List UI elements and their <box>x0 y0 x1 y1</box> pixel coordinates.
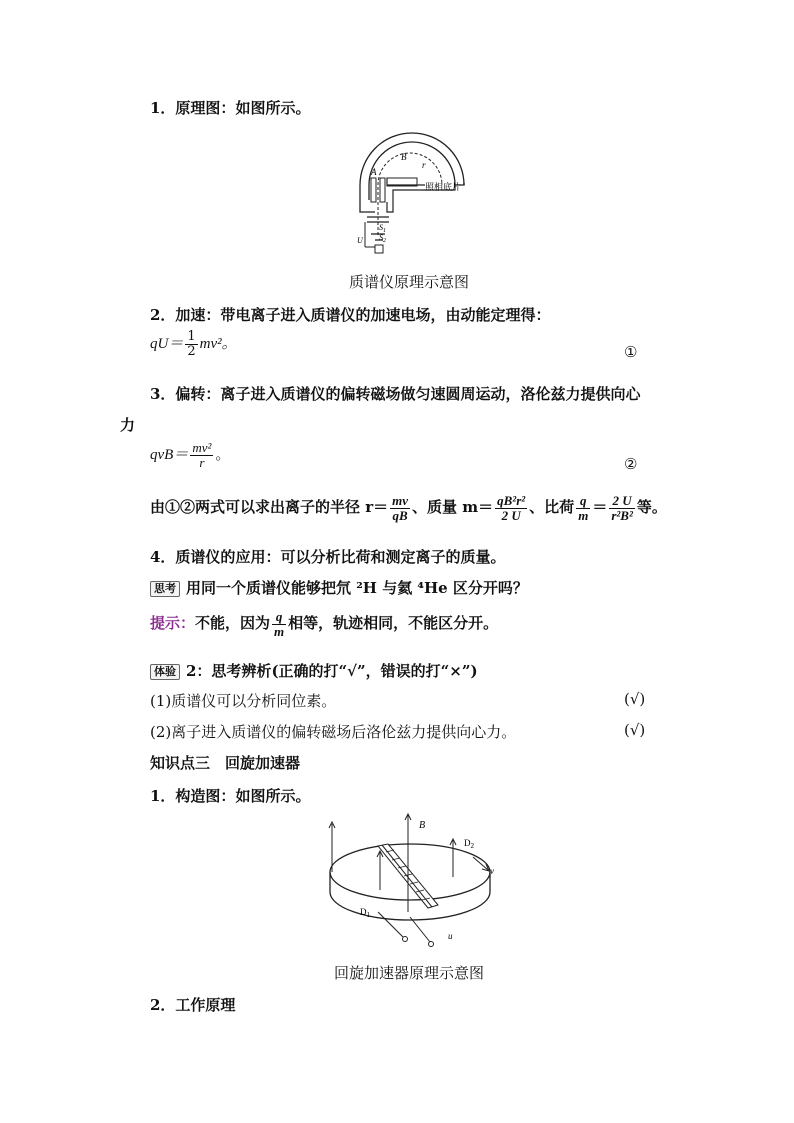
diagram2-caption: 回旋加速器原理示意图 <box>334 964 485 982</box>
hint-line: 提示：不能，因为 $\frac{q}{m}$ 相等，轨迹相同，不能区分开。 <box>150 609 499 639</box>
section2-text: 2．加速：带电离子进入质谱仪的加速电场，由动能定理得： <box>150 306 551 324</box>
work-heading: 2．工作原理 <box>150 996 236 1014</box>
label-film: 照相底片 <box>425 182 462 192</box>
label-S1: $S_1$ <box>379 223 386 234</box>
judge-item-1-answer: (√) <box>624 690 646 708</box>
label-A: A <box>371 167 377 177</box>
judge-item-2-answer: (√) <box>624 721 646 739</box>
equation-1: qU＝ $\frac{1}{2}$ mv²。 <box>150 329 237 359</box>
knowledge3-title: 知识点三 回旋加速器 <box>150 754 301 772</box>
label-D2: $D_2$ <box>464 838 474 850</box>
diagram1-caption: 质谱仪原理示意图 <box>349 273 470 291</box>
label-U: U <box>357 236 363 245</box>
label-B-field: B <box>419 820 426 831</box>
experience-tag: 体验 <box>150 664 180 680</box>
cyclotron-diagram <box>318 812 508 952</box>
section1-heading: 1．原理图：如图所示。 <box>150 99 311 117</box>
label-S2: $S_2$ <box>379 233 386 244</box>
experience-heading: 体验 2：思考辨析(正确的打“√”，错误的打“×”) <box>150 660 478 681</box>
label-B: B <box>401 152 407 162</box>
label-u: u <box>448 931 453 941</box>
label-D1: $D_1$ <box>360 907 370 919</box>
section4-text: 4．质谱仪的应用：可以分析比荷和测定离子的质量。 <box>150 548 506 566</box>
derivation-line: 由①②两式可以求出离子的半径 r＝ $\frac{mv}{qB}$ 、质量 m＝ $\frac{\text{qB²r²}}{2 U}$ 、比荷 $\frac{q}{m}$ ＝ $\frac{2 U}{\text{r²B²}}$ 等。 <box>150 493 667 523</box>
label-r: r <box>422 160 426 170</box>
label-v: v <box>490 866 494 876</box>
judge-item-1: (1)质谱仪可以分析同位素。 <box>150 692 337 710</box>
equation-2-marker: ② <box>624 455 638 473</box>
structure-heading: 1．构造图：如图所示。 <box>150 787 311 805</box>
think-tag: 思考 <box>150 581 180 597</box>
section3-line2: 力 <box>120 416 136 434</box>
section3-line1: 3．偏转：离子进入质谱仪的偏转磁场做匀速圆周运动，洛伦兹力提供向心 <box>150 385 641 403</box>
equation-2: qvB＝ $\frac{\text{mv²}}{r}$ 。 <box>150 440 231 470</box>
judge-item-2: (2)离子进入质谱仪的偏转磁场后洛伦兹力提供向心力。 <box>150 723 517 741</box>
equation-1-marker: ① <box>624 343 638 361</box>
mass-spectrometer-diagram <box>355 130 475 260</box>
think-question: 思考 用同一个质谱仪能够把氘 ²H 与氦 ⁴He 区分开吗？ <box>150 577 528 598</box>
